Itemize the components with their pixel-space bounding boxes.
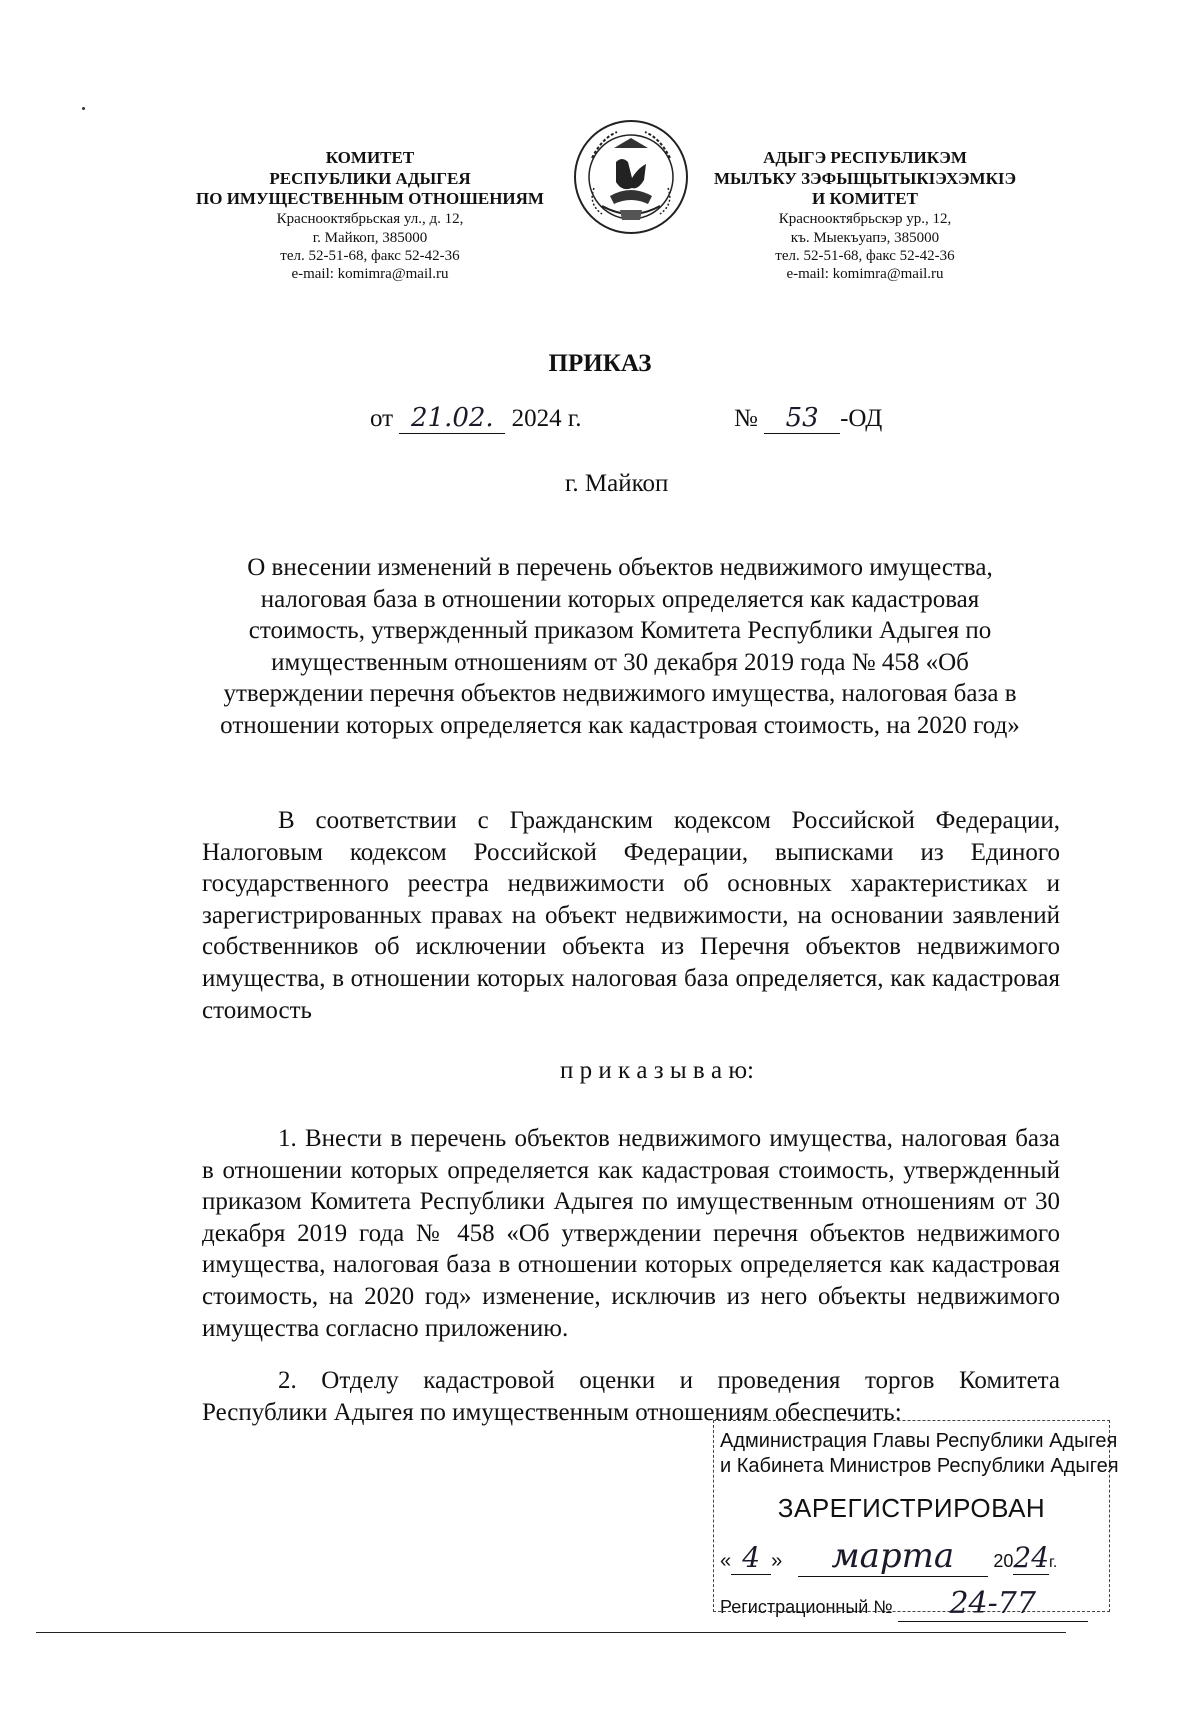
order-word: п р и к а з ы в а ю: bbox=[560, 1057, 754, 1084]
letterhead-left-line3: ПО ИМУЩЕСТВЕННЫМ ОТНОШЕНИЯМ bbox=[196, 189, 544, 209]
registration-stamp bbox=[713, 1420, 1119, 1621]
date-handwritten: 21.02. bbox=[399, 403, 505, 434]
number-prefix: № bbox=[734, 405, 758, 432]
letterhead-left-line2: РЕСПУБЛИКИ АДЫГЕЯ bbox=[269, 168, 471, 188]
stamp-day-open: « bbox=[720, 1550, 732, 1572]
letterhead-right-email: e-mail: komimra@mail.ru bbox=[786, 266, 944, 283]
stamp-reg-label: Регистрационный № bbox=[720, 1597, 893, 1617]
stamp-day: 4 bbox=[731, 1541, 771, 1575]
bottom-rule bbox=[36, 1632, 1066, 1633]
date-line bbox=[370, 403, 582, 434]
preamble-text: В соответствии с Гражданским кодексом Российской Федерации, Налоговым кодексом Российской Федерации, выписками из Единого государственного реестра недвижимости об основных характеристиках и зарегистрированных правах на объект недвижимости, на основании заявлений собственников об исключении объекта из Перечня объектов недвижимого имущества, в отношении которых налоговая база определяется, как кадастровая стоимость bbox=[202, 807, 1060, 1024]
stamp-org-line2: и Кабинета Министров Республики Адыгея bbox=[720, 1455, 1119, 1477]
date-year: 2024 г. bbox=[511, 405, 582, 432]
stray-dot bbox=[82, 107, 85, 110]
letterhead-left bbox=[180, 148, 560, 283]
item-1-text: 1. Внести в перечень объектов недвижимого имущества, налоговая база в отношении которых определяется как кадастровая стоимость, утвержденный приказом Комитета Республики Адыгея по имущественным отношениям от 30 декабря 2019 года № 458 «Об утверждении перечня объектов недвижимого имущества, налоговая база в отношении которых определяется как кадастровая стоимость, на 2020 год» изменение, исключив из него объекты недвижимого имущества согласно приложению. bbox=[202, 1125, 1060, 1342]
preamble bbox=[202, 805, 1060, 1026]
stamp-month: марта bbox=[798, 1536, 988, 1577]
subject-line: стоимость, утвержденный приказом Комитета Республики Адыгея по bbox=[248, 617, 992, 644]
letterhead-left-address2: г. Майкоп, 385000 bbox=[312, 229, 428, 246]
letterhead-right bbox=[700, 148, 1030, 283]
subject-line: отношении которых определяется как кадастровая стоимость, на 2020 год» bbox=[220, 711, 1020, 739]
letterhead-left-phone: тел. 52-51-68, факс 52-42-36 bbox=[280, 247, 460, 264]
subject-line: налоговая база в отношении которых определяется как кадастровая bbox=[260, 585, 980, 613]
letterhead-right-address2: къ. Мыекъуапэ, 385000 bbox=[790, 229, 940, 246]
stamp-org-line1: Администрация Главы Республики Адыгея bbox=[720, 1430, 1118, 1452]
coat-of-arms-icon bbox=[572, 118, 690, 236]
item-2-text: 2. Отделу кадастровой оценки и проведения торгов Комитета Республики Адыгея по имущественным отношениям обеспечить: bbox=[202, 1367, 1060, 1426]
document-title: ПРИКАЗ bbox=[548, 350, 652, 377]
letterhead-left-email: e-mail: komimra@mail.ru bbox=[291, 266, 449, 283]
subject-line: О внесении изменений в перечень объектов недвижимого имущества, bbox=[247, 554, 993, 581]
letterhead-right-address1: Краснооктябрьскэр ур., 12, bbox=[778, 211, 952, 228]
stamp-year-print: 20 bbox=[993, 1551, 1014, 1571]
number-suffix: -ОД bbox=[840, 405, 883, 432]
letterhead-right-line1: АДЫГЭ РЕСПУБЛИКЭМ bbox=[763, 148, 967, 167]
stamp-day-close: » bbox=[771, 1550, 783, 1572]
letterhead-right-line2: МЫЛЪКУ ЗЭФЫЩЫТЫКІЭХЭМКІЭ bbox=[713, 168, 1017, 188]
stamp-status: ЗАРЕГИСТРИРОВАН bbox=[777, 1493, 1046, 1523]
letterhead-left-address1: Краснооктябрьская ул., д. 12, bbox=[276, 211, 464, 228]
stamp-date bbox=[720, 1536, 1109, 1576]
letterhead-right-line3: И КОМИТЕТ bbox=[812, 189, 918, 209]
subject-line: утверждении перечня объектов недвижимого имущества, налоговая база в bbox=[223, 680, 1017, 707]
item-1 bbox=[202, 1123, 1060, 1344]
date-prefix: от bbox=[370, 405, 394, 432]
subject-line: имущественным отношениям от 30 декабря 2019 года № 458 «Об bbox=[271, 648, 969, 676]
order-number-line bbox=[734, 403, 882, 434]
number-handwritten: 53 bbox=[764, 403, 840, 434]
item-2 bbox=[202, 1365, 1060, 1428]
stamp-year-suffix: г. bbox=[1049, 1554, 1058, 1571]
stamp-reg bbox=[720, 1586, 1109, 1620]
city: г. Майкоп bbox=[565, 470, 669, 497]
stamp-year-hand: 24 bbox=[1013, 1541, 1050, 1574]
letterhead-left-line1: КОМИТЕТ bbox=[325, 148, 415, 167]
stamp-reg-number: 24-77 bbox=[898, 1586, 1088, 1622]
stamp-org bbox=[714, 1421, 1119, 1479]
subject-block bbox=[190, 552, 1050, 741]
letterhead-right-phone: тел. 52-51-68, факс 52-42-36 bbox=[775, 247, 955, 264]
